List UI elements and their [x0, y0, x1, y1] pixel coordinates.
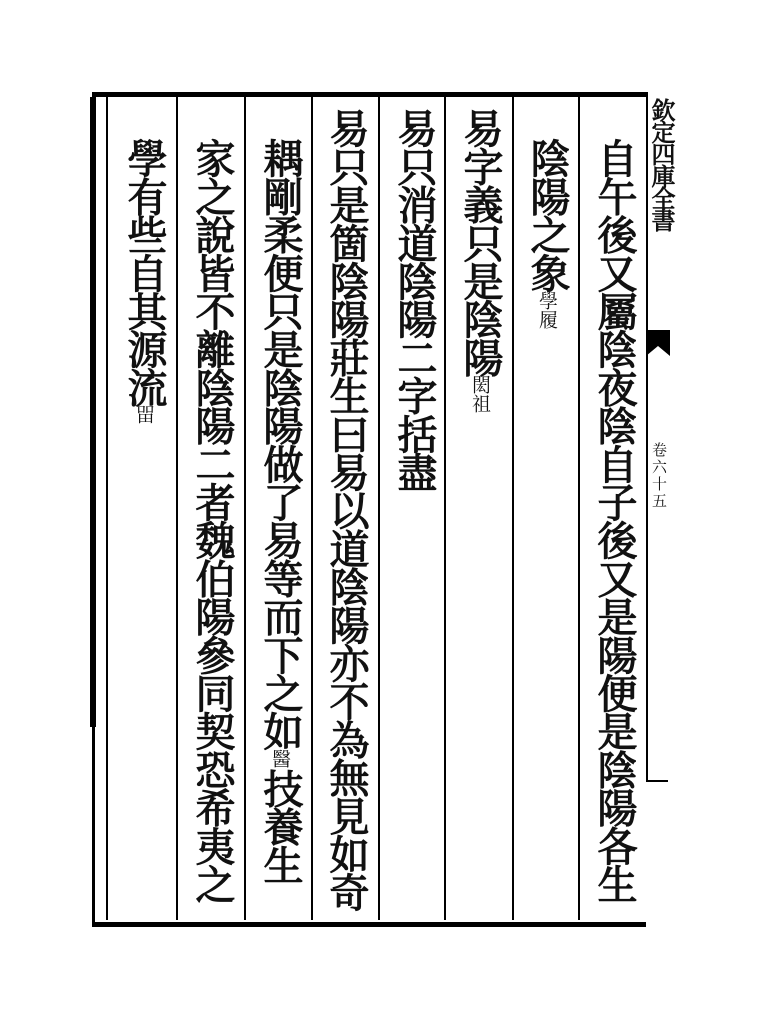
- fishtail-mark-icon: [646, 330, 670, 356]
- column-text: 學有些自其源流: [121, 138, 168, 406]
- column-rule: [378, 97, 380, 920]
- column-rule: [176, 97, 178, 920]
- column-rule: [512, 97, 514, 920]
- text-column-6: [254, 138, 306, 883]
- inline-note: 醫: [269, 749, 291, 769]
- column-text: 易只消道陰陽二字括盡: [391, 108, 438, 491]
- column-rule: [311, 97, 313, 920]
- column-rule: [444, 97, 446, 920]
- column-text: 易只是箇陰陽莊生曰易以道陰陽亦不為無見如奇: [323, 108, 370, 911]
- column-text: 陰陽之象: [524, 138, 571, 291]
- text-column-2: [521, 138, 573, 329]
- attribution-note: 閎祖: [469, 375, 491, 414]
- fold-tail-mark: [648, 780, 668, 782]
- column-text-continued: 技養生: [257, 768, 304, 883]
- column-text: 自午後又屬陰夜陰自子後又是陽便是陰陽各生: [591, 138, 638, 903]
- text-column-3: [454, 108, 506, 413]
- column-text: 耦剛柔便只是陰陽做了易等而下之如: [257, 138, 304, 750]
- chapter-label: 卷六十五: [650, 442, 668, 510]
- text-column-5: [320, 108, 372, 910]
- attribution-note: 學履: [536, 290, 558, 329]
- column-text: 家之說皆不離陰陽二者魏伯陽參同契恐希夷之: [189, 138, 236, 903]
- fold-margin: [646, 92, 674, 927]
- book-title: 欽定四庫全書: [647, 98, 676, 230]
- text-column-7: [186, 138, 238, 902]
- column-rule: [106, 97, 108, 920]
- column-text: 易字義只是陰陽: [457, 108, 504, 376]
- attribution-note: 㽞: [133, 405, 155, 425]
- text-column-1: [588, 138, 640, 902]
- column-rule: [578, 97, 580, 920]
- text-column-8: [118, 138, 170, 424]
- text-column-4: [388, 108, 440, 490]
- column-rule: [244, 97, 246, 920]
